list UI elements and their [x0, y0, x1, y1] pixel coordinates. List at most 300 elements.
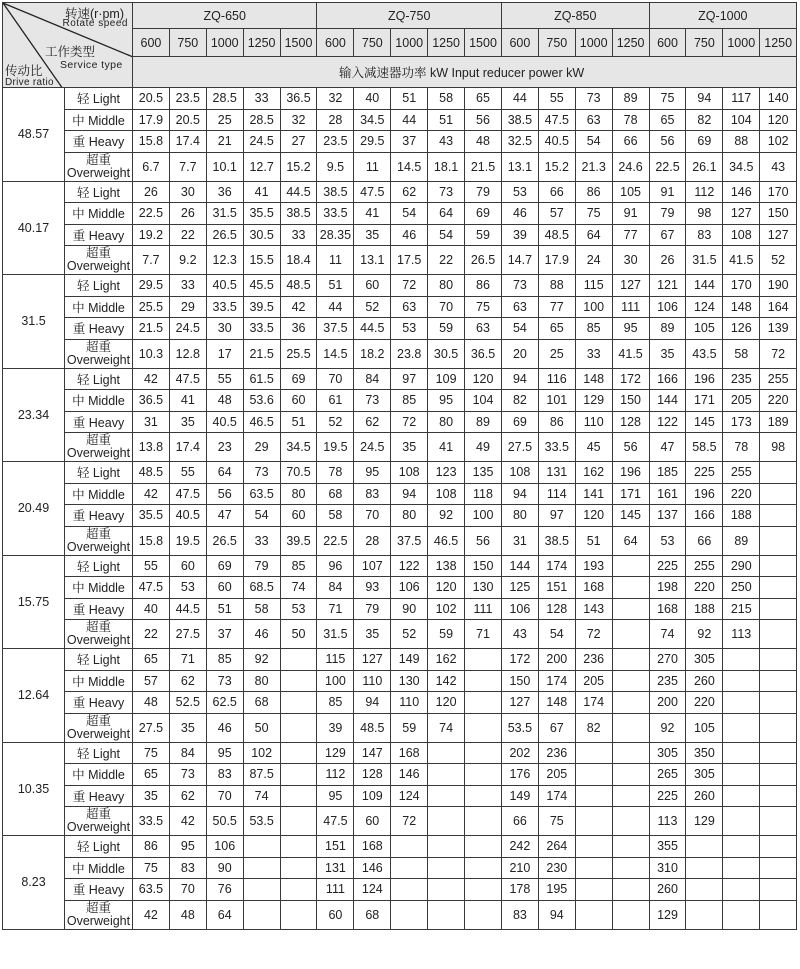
- power-value-cell: 41.5: [612, 339, 649, 368]
- power-value-cell: 29.5: [133, 275, 170, 297]
- power-value-cell: 37: [391, 131, 428, 153]
- power-value-cell: 35: [169, 713, 206, 742]
- power-value-cell: 118: [465, 483, 502, 505]
- table-row: [3, 598, 797, 620]
- power-value-cell: [428, 742, 465, 764]
- power-value-cell: [280, 764, 317, 786]
- power-value-cell: 53.5: [243, 807, 280, 836]
- power-value-cell: 174: [538, 670, 575, 692]
- power-value-cell: 260: [686, 670, 723, 692]
- service-type-heavy: 重 Heavy: [65, 318, 133, 340]
- power-value-cell: 30: [169, 181, 206, 203]
- power-value-cell: 51: [206, 598, 243, 620]
- table-row: [3, 692, 797, 714]
- power-value-cell: 68: [317, 483, 354, 505]
- power-value-cell: 11: [354, 152, 391, 181]
- power-value-cell: 47.5: [169, 483, 206, 505]
- speed-header-cell: 1000: [575, 29, 612, 57]
- power-value-cell: 250: [723, 577, 760, 599]
- power-value-cell: 19.2: [133, 224, 170, 246]
- power-value-cell: [575, 836, 612, 858]
- power-value-cell: 41: [169, 390, 206, 412]
- power-value-cell: 85: [391, 390, 428, 412]
- power-value-cell: 220: [686, 577, 723, 599]
- power-value-cell: 22.5: [649, 152, 686, 181]
- power-value-cell: 37.5: [317, 318, 354, 340]
- power-value-cell: 355: [649, 836, 686, 858]
- power-value-cell: 242: [501, 836, 538, 858]
- overweight-label-cn: 超重: [85, 900, 111, 915]
- power-value-cell: 11: [317, 246, 354, 275]
- service-type-light: 轻 Light: [65, 275, 133, 297]
- power-value-cell: 75: [133, 742, 170, 764]
- power-value-cell: 47: [649, 433, 686, 462]
- power-value-cell: 71: [169, 649, 206, 671]
- power-value-cell: 57: [133, 670, 170, 692]
- power-value-cell: 73: [169, 764, 206, 786]
- power-value-cell: 79: [354, 598, 391, 620]
- power-value-cell: 80: [243, 670, 280, 692]
- power-value-cell: 26: [649, 246, 686, 275]
- power-value-cell: [723, 857, 760, 879]
- power-value-cell: 83: [354, 483, 391, 505]
- speed-header-cell: 1000: [391, 29, 428, 57]
- service-type-heavy: 重 Heavy: [65, 411, 133, 433]
- power-value-cell: 80: [428, 275, 465, 297]
- power-value-cell: 130: [465, 577, 502, 599]
- power-value-cell: [686, 879, 723, 901]
- table-row: [3, 390, 797, 412]
- power-value-cell: 88: [723, 131, 760, 153]
- power-value-cell: 20.5: [133, 88, 170, 110]
- power-value-cell: 63: [575, 109, 612, 131]
- power-value-cell: 120: [465, 368, 502, 390]
- power-value-cell: 100: [465, 505, 502, 527]
- power-value-cell: 100: [575, 296, 612, 318]
- power-value-cell: 80: [280, 483, 317, 505]
- power-value-cell: 58: [317, 505, 354, 527]
- table-row: [3, 505, 797, 527]
- power-value-cell: [723, 649, 760, 671]
- power-value-cell: 14.7: [501, 246, 538, 275]
- power-value-cell: 198: [649, 577, 686, 599]
- power-value-cell: [612, 620, 649, 649]
- power-value-cell: 17.9: [538, 246, 575, 275]
- power-value-cell: 150: [612, 390, 649, 412]
- power-value-cell: 138: [428, 555, 465, 577]
- power-value-cell: 56: [649, 131, 686, 153]
- power-value-cell: 17.4: [169, 433, 206, 462]
- power-value-cell: 36: [206, 181, 243, 203]
- power-value-cell: 79: [243, 555, 280, 577]
- power-value-cell: 33.5: [317, 203, 354, 225]
- power-value-cell: 38.5: [538, 526, 575, 555]
- power-value-cell: 53.6: [243, 390, 280, 412]
- power-value-cell: 58: [723, 339, 760, 368]
- power-value-cell: 12.3: [206, 246, 243, 275]
- power-value-cell: [575, 857, 612, 879]
- power-value-cell: 122: [391, 555, 428, 577]
- power-value-cell: 73: [501, 275, 538, 297]
- power-value-cell: 69: [280, 368, 317, 390]
- power-value-cell: [760, 598, 797, 620]
- overweight-label-cn: 超重: [85, 339, 111, 354]
- power-value-cell: 305: [686, 649, 723, 671]
- power-value-cell: 86: [465, 275, 502, 297]
- power-value-cell: [760, 879, 797, 901]
- power-value-cell: 42: [169, 807, 206, 836]
- speed-header-cell: 1000: [206, 29, 243, 57]
- power-value-cell: [280, 785, 317, 807]
- power-value-cell: 83: [206, 764, 243, 786]
- power-value-cell: 65: [649, 109, 686, 131]
- rotate-speed-label-en: Rotate speed: [62, 18, 128, 29]
- power-value-cell: 54: [428, 224, 465, 246]
- power-unit-text: 输入减速器功率 kW Input reducer power kW: [339, 66, 585, 80]
- power-value-cell: 50: [280, 620, 317, 649]
- power-value-cell: 185: [649, 462, 686, 484]
- drive-ratio-label-en: Drive ratio: [5, 77, 54, 88]
- power-value-cell: 72: [760, 339, 797, 368]
- power-value-cell: 220: [686, 692, 723, 714]
- power-value-cell: 12.7: [243, 152, 280, 181]
- table-row: [3, 649, 797, 671]
- power-value-cell: [686, 836, 723, 858]
- power-value-cell: 59: [465, 224, 502, 246]
- power-value-cell: 92: [686, 620, 723, 649]
- power-value-cell: 75: [538, 807, 575, 836]
- power-value-cell: 112: [686, 181, 723, 203]
- power-value-cell: 54: [538, 620, 575, 649]
- power-value-cell: 59: [391, 713, 428, 742]
- service-type-overweight: [65, 900, 133, 929]
- service-type-overweight: [65, 713, 133, 742]
- power-value-cell: 15.8: [133, 131, 170, 153]
- power-value-cell: 38.5: [501, 109, 538, 131]
- power-value-cell: [465, 713, 502, 742]
- power-value-cell: 86: [538, 411, 575, 433]
- table-row: [3, 713, 797, 742]
- power-value-cell: 72: [391, 807, 428, 836]
- power-value-cell: 60: [354, 275, 391, 297]
- overweight-label-cn: 超重: [85, 713, 111, 728]
- table-row: [3, 483, 797, 505]
- power-value-cell: 144: [649, 390, 686, 412]
- table-row: [3, 879, 797, 901]
- power-value-cell: [280, 742, 317, 764]
- power-value-cell: 50.5: [206, 807, 243, 836]
- power-value-cell: 84: [317, 577, 354, 599]
- power-value-cell: [465, 649, 502, 671]
- service-type-middle: 中 Middle: [65, 764, 133, 786]
- table-row: [3, 296, 797, 318]
- power-value-cell: [612, 900, 649, 929]
- speed-header-cell: 1250: [760, 29, 797, 57]
- power-value-cell: 74: [649, 620, 686, 649]
- power-value-cell: 39.5: [243, 296, 280, 318]
- power-value-cell: 168: [575, 577, 612, 599]
- power-value-cell: 235: [723, 368, 760, 390]
- power-value-cell: 41: [354, 203, 391, 225]
- power-value-cell: 69: [686, 131, 723, 153]
- power-value-cell: 104: [465, 390, 502, 412]
- power-value-cell: 26.5: [206, 526, 243, 555]
- power-value-cell: [575, 742, 612, 764]
- power-value-cell: [280, 900, 317, 929]
- power-value-cell: 117: [723, 88, 760, 110]
- power-value-cell: 131: [317, 857, 354, 879]
- power-value-cell: 149: [391, 649, 428, 671]
- power-value-cell: 68: [354, 900, 391, 929]
- power-value-cell: 56: [465, 109, 502, 131]
- service-type-heavy: 重 Heavy: [65, 505, 133, 527]
- power-value-cell: 236: [575, 649, 612, 671]
- power-value-cell: 26.5: [206, 224, 243, 246]
- power-value-cell: 148: [723, 296, 760, 318]
- power-value-cell: [612, 598, 649, 620]
- table-corner-header: [3, 3, 133, 88]
- service-type-overweight: [65, 246, 133, 275]
- power-value-cell: 28.35: [317, 224, 354, 246]
- power-value-cell: 89: [465, 411, 502, 433]
- power-value-cell: 58: [428, 88, 465, 110]
- power-value-cell: 54: [575, 131, 612, 153]
- power-value-cell: 196: [612, 462, 649, 484]
- power-value-cell: 60: [280, 505, 317, 527]
- power-value-cell: 114: [538, 483, 575, 505]
- power-value-cell: [612, 879, 649, 901]
- power-value-cell: 44: [317, 296, 354, 318]
- power-value-cell: 48.5: [538, 224, 575, 246]
- service-type-light: 轻 Light: [65, 836, 133, 858]
- speed-header-cell: 1250: [428, 29, 465, 57]
- power-value-cell: 64: [206, 900, 243, 929]
- power-value-cell: 24.5: [243, 131, 280, 153]
- power-value-cell: 94: [686, 88, 723, 110]
- power-value-cell: 33: [243, 526, 280, 555]
- power-value-cell: [280, 670, 317, 692]
- power-value-cell: [575, 900, 612, 929]
- overweight-label-en: Overweight: [66, 259, 131, 273]
- power-value-cell: 21.5: [133, 318, 170, 340]
- power-value-cell: 170: [760, 181, 797, 203]
- power-value-cell: 53: [391, 318, 428, 340]
- power-value-cell: 92: [428, 505, 465, 527]
- power-value-cell: 63.5: [133, 879, 170, 901]
- power-value-cell: 65: [538, 318, 575, 340]
- power-value-cell: 60: [169, 555, 206, 577]
- power-value-cell: [686, 900, 723, 929]
- power-value-cell: 105: [686, 713, 723, 742]
- power-value-cell: [612, 807, 649, 836]
- power-value-cell: 7.7: [169, 152, 206, 181]
- service-type-label-en: Service type: [60, 59, 123, 71]
- speed-header-cell: 1500: [465, 29, 502, 57]
- power-value-cell: 42: [133, 368, 170, 390]
- power-value-cell: 53: [649, 526, 686, 555]
- power-value-cell: 21: [206, 131, 243, 153]
- power-value-cell: 42: [133, 900, 170, 929]
- power-value-cell: 30: [206, 318, 243, 340]
- power-value-cell: [612, 764, 649, 786]
- power-value-cell: [760, 555, 797, 577]
- power-value-cell: 88: [538, 275, 575, 297]
- power-value-cell: 30.5: [243, 224, 280, 246]
- power-value-cell: [760, 713, 797, 742]
- service-type-light: 轻 Light: [65, 555, 133, 577]
- power-value-cell: 106: [649, 296, 686, 318]
- power-value-cell: 36.5: [465, 339, 502, 368]
- power-value-cell: 51: [280, 411, 317, 433]
- power-value-cell: 25: [206, 109, 243, 131]
- power-value-cell: 33: [575, 339, 612, 368]
- power-value-cell: 73: [243, 462, 280, 484]
- power-value-cell: 196: [686, 368, 723, 390]
- service-type-heavy: 重 Heavy: [65, 598, 133, 620]
- power-value-cell: 111: [612, 296, 649, 318]
- power-value-cell: 62: [169, 670, 206, 692]
- power-value-cell: 94: [501, 483, 538, 505]
- power-value-cell: 161: [649, 483, 686, 505]
- speed-header-cell: 600: [317, 29, 354, 57]
- power-value-cell: 37: [206, 620, 243, 649]
- power-value-cell: 126: [723, 318, 760, 340]
- power-value-cell: 52.5: [169, 692, 206, 714]
- power-value-cell: 36: [280, 318, 317, 340]
- speed-header-cell: 750: [538, 29, 575, 57]
- power-value-cell: 265: [649, 764, 686, 786]
- table-row: [3, 152, 797, 181]
- power-value-cell: 164: [760, 296, 797, 318]
- power-value-cell: 190: [760, 275, 797, 297]
- speed-header-cell: 750: [686, 29, 723, 57]
- power-value-cell: 52: [354, 296, 391, 318]
- power-value-cell: 29.5: [354, 131, 391, 153]
- power-value-cell: 106: [391, 577, 428, 599]
- power-value-cell: 51: [575, 526, 612, 555]
- power-value-cell: 32.5: [501, 131, 538, 153]
- power-value-cell: 215: [723, 598, 760, 620]
- overweight-label-cn: 超重: [85, 807, 111, 821]
- power-value-cell: 21.5: [243, 339, 280, 368]
- power-value-cell: 125: [501, 577, 538, 599]
- power-value-cell: [243, 857, 280, 879]
- service-type-label-cn: 工作类型: [45, 45, 96, 59]
- overweight-label-cn: 超重: [85, 526, 111, 541]
- power-value-cell: 202: [501, 742, 538, 764]
- table-row: [3, 857, 797, 879]
- power-value-cell: 83: [169, 857, 206, 879]
- power-value-cell: 24.5: [169, 318, 206, 340]
- power-value-cell: 170: [723, 275, 760, 297]
- power-value-cell: 172: [612, 368, 649, 390]
- model-header-zq850: ZQ-850: [501, 3, 649, 29]
- power-value-cell: [428, 836, 465, 858]
- table-row: [3, 224, 797, 246]
- power-value-cell: 220: [760, 390, 797, 412]
- power-value-cell: 6.7: [133, 152, 170, 181]
- power-value-cell: 210: [501, 857, 538, 879]
- table-row: [3, 555, 797, 577]
- power-value-cell: 53.5: [501, 713, 538, 742]
- power-value-cell: 23.5: [169, 88, 206, 110]
- power-value-cell: 55: [169, 462, 206, 484]
- power-value-cell: 193: [575, 555, 612, 577]
- power-value-cell: 22: [428, 246, 465, 275]
- service-type-middle: 中 Middle: [65, 203, 133, 225]
- power-value-cell: 102: [243, 742, 280, 764]
- power-value-cell: 97: [391, 368, 428, 390]
- power-value-cell: 64: [428, 203, 465, 225]
- power-value-cell: 109: [428, 368, 465, 390]
- power-value-cell: 47.5: [354, 181, 391, 203]
- power-value-cell: 70: [428, 296, 465, 318]
- power-value-cell: 77: [538, 296, 575, 318]
- power-value-cell: 188: [723, 505, 760, 527]
- power-value-cell: 131: [538, 462, 575, 484]
- power-value-cell: 64: [575, 224, 612, 246]
- power-value-cell: 290: [723, 555, 760, 577]
- power-value-cell: [465, 900, 502, 929]
- power-value-cell: 124: [391, 785, 428, 807]
- power-value-cell: [428, 785, 465, 807]
- power-value-cell: 95: [169, 836, 206, 858]
- power-value-cell: 85: [575, 318, 612, 340]
- power-value-cell: [723, 900, 760, 929]
- power-value-cell: [723, 764, 760, 786]
- power-value-cell: 64: [206, 462, 243, 484]
- power-value-cell: 56: [612, 433, 649, 462]
- power-value-cell: 61: [317, 390, 354, 412]
- power-value-cell: [428, 879, 465, 901]
- power-value-cell: 46: [243, 620, 280, 649]
- power-value-cell: 78: [317, 462, 354, 484]
- power-value-cell: 59: [428, 620, 465, 649]
- power-value-cell: 112: [317, 764, 354, 786]
- drive-ratio-cell: 40.17: [3, 181, 65, 275]
- service-type-light: 轻 Light: [65, 368, 133, 390]
- power-value-cell: 71: [465, 620, 502, 649]
- power-value-cell: 12.8: [169, 339, 206, 368]
- power-value-cell: 89: [649, 318, 686, 340]
- power-value-cell: 55: [206, 368, 243, 390]
- power-value-cell: 122: [649, 411, 686, 433]
- power-value-cell: [465, 857, 502, 879]
- power-value-cell: [612, 742, 649, 764]
- power-value-cell: 120: [428, 692, 465, 714]
- power-value-cell: 50: [243, 713, 280, 742]
- power-value-cell: [760, 649, 797, 671]
- power-value-cell: 104: [723, 109, 760, 131]
- service-type-overweight: [65, 433, 133, 462]
- power-value-cell: 260: [649, 879, 686, 901]
- power-value-cell: 51: [391, 88, 428, 110]
- power-value-cell: 166: [686, 505, 723, 527]
- power-value-cell: 54: [243, 505, 280, 527]
- power-value-cell: 63: [501, 296, 538, 318]
- power-value-cell: 115: [317, 649, 354, 671]
- power-value-cell: 48: [133, 692, 170, 714]
- power-value-cell: 25.5: [280, 339, 317, 368]
- power-value-cell: 173: [723, 411, 760, 433]
- power-value-cell: [723, 713, 760, 742]
- power-value-cell: 109: [354, 785, 391, 807]
- power-value-cell: 110: [575, 411, 612, 433]
- power-value-cell: 95: [354, 462, 391, 484]
- power-value-cell: [760, 807, 797, 836]
- power-value-cell: 235: [649, 670, 686, 692]
- table-row: [3, 181, 797, 203]
